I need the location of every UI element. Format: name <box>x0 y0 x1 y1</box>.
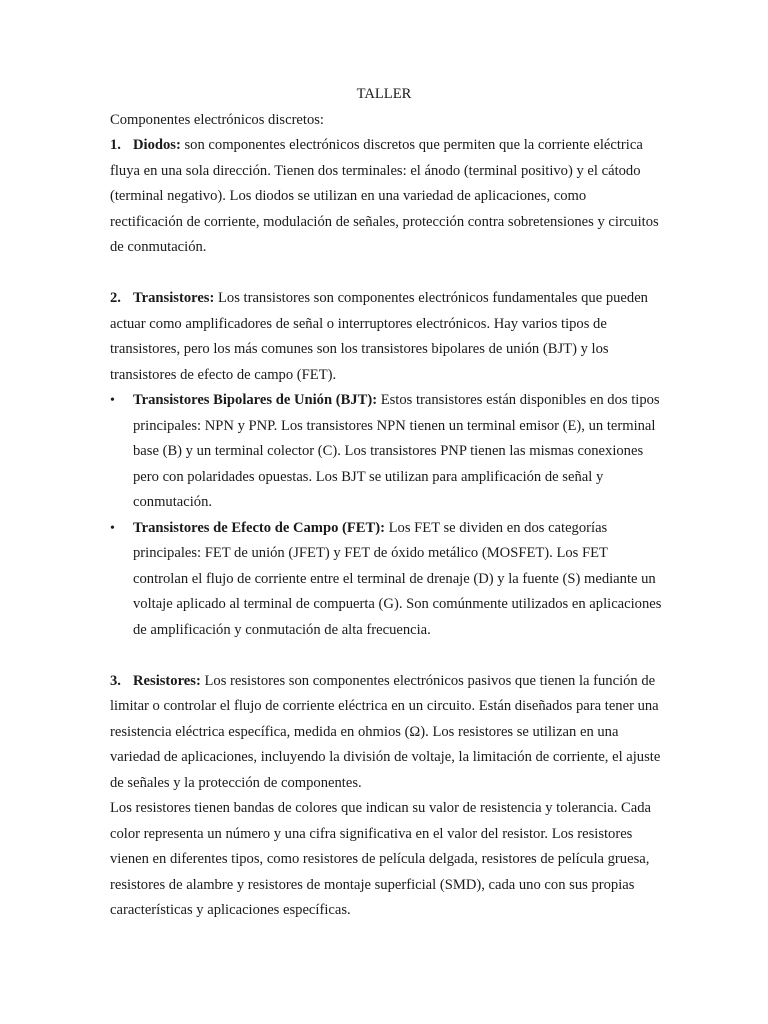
bullet-item-bjt <box>110 388 662 516</box>
bullet-heading: Transistores de Efecto de Campo (FET): <box>133 519 385 536</box>
section-text: son componentes electrónicos discretos que permiten que la corriente eléctrica fluya en una sola dirección. Tienen dos terminales: el ánodo (terminal positivo) y el cátodo (terminal negativo). Los diodos se utilizan en una variedad de aplicaciones, como rectificación de corriente, modulación de señales, protección contra sobretensiones y circuitos de conmutación. <box>110 137 659 255</box>
section-number: 3. <box>110 672 121 689</box>
bullet-icon: • <box>110 393 115 408</box>
section-resistores <box>110 669 662 797</box>
bullet-item-fet <box>110 516 662 644</box>
document-body <box>110 82 662 924</box>
resistores-extra-paragraph: Los resistores tienen bandas de colores que indican su valor de resistencia y tolerancia. Cada color representa un número y una cifra significativa en el valor del resistor. Los resistores vienen en diferentes tipos, como resistores de película delgada, resistores de película gruesa, resistores de alambre y resistores de montaje superficial (SMD), cada uno con sus propias características y aplicaciones específicas. <box>110 800 651 918</box>
bullet-text: Los FET se dividen en dos categorías principales: FET de unión (JFET) y FET de óxido metálico (MOSFET). Los FET controlan el flujo de corriente entre el terminal de drenaje (D) y la fuente (S) mediante un voltaje aplicado al terminal de compuerta (G). Son comúnmente utilizados en aplicaciones de amplificación y conmutación de alta frecuencia. <box>133 519 662 638</box>
section-text: Los transistores son componentes electrónicos fundamentales que pueden actuar como amplificadores de señal o interruptores electrónicos. Hay varios tipos de transistores, pero los más comunes son los transistores bipolares de unión (BJT) y los transistores de efecto de campo (FET). <box>110 290 648 383</box>
section-heading: Transistores: <box>133 290 215 306</box>
section-text: Los resistores son componentes electrónicos pasivos que tienen la función de limitar o controlar el flujo de corriente eléctrica en un circuito. Están diseñados para tener una resistencia eléctrica específica, medida en ohmios (Ω). Los resistores se utilizan en una variedad de aplicaciones, incluyendo la división de voltaje, la limitación de corriente, el ajuste de señales y la protección de componentes. <box>110 672 661 791</box>
section-number: 2. <box>110 290 121 306</box>
document-title: TALLER <box>356 86 412 102</box>
bullet-heading: Transistores Bipolares de Unión (BJT): <box>133 392 378 408</box>
section-transistores <box>110 286 662 388</box>
document-subtitle: Componentes electrónicos discretos: <box>110 111 324 128</box>
paragraph-gap <box>110 643 662 669</box>
section-number: 1. <box>110 137 121 153</box>
bullet-text: Estos transistores están disponibles en dos tipos principales: NPN y PNP. Los transistores NPN tienen un terminal emisor (E), un terminal base (B) y un terminal colector (C). Los transistores PNP tienen las mismas conexiones pero con polaridades opuestas. Los BJT se utilizan para amplificación de señal y conmutación. <box>133 392 660 510</box>
section-diodos <box>110 133 662 261</box>
bullet-icon: • <box>110 520 115 536</box>
section-heading: Resistores: <box>133 672 201 689</box>
paragraph-gap <box>110 261 662 287</box>
section-heading: Diodos: <box>133 137 181 153</box>
